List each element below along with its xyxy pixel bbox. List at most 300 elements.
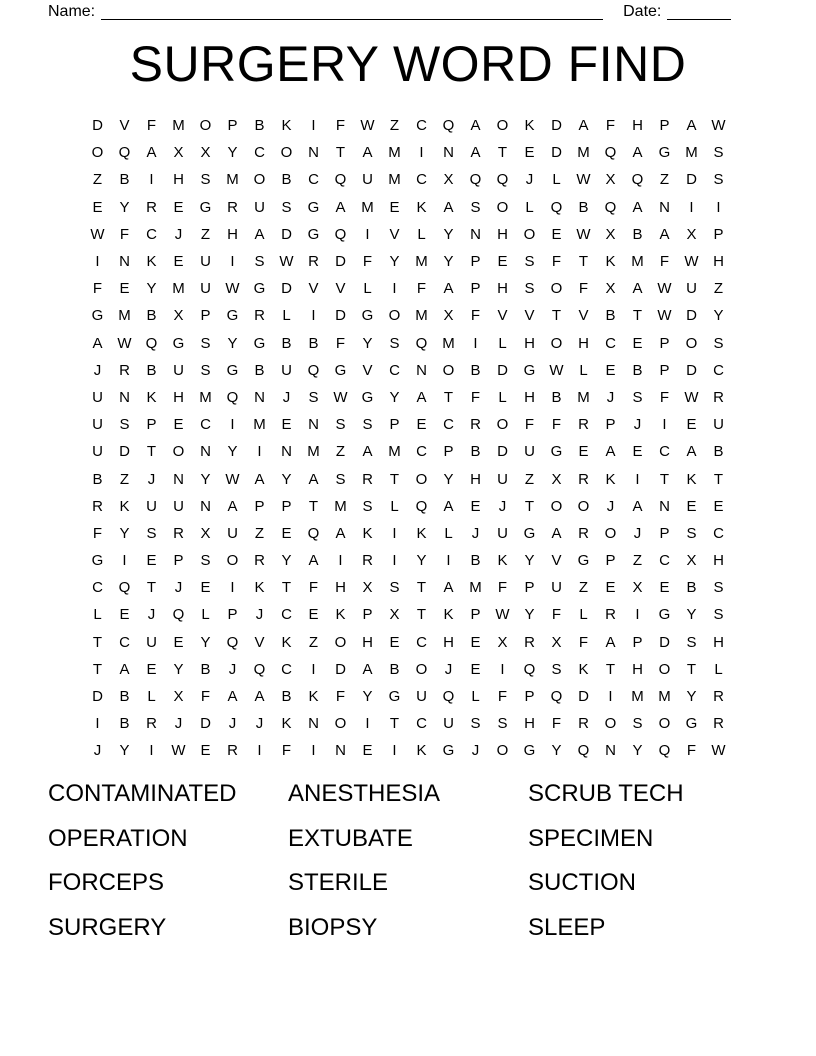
- grid-letter[interactable]: Q: [226, 633, 239, 651]
- grid-letter[interactable]: Y: [200, 633, 211, 651]
- grid-letter[interactable]: C: [659, 552, 670, 570]
- grid-letter[interactable]: R: [173, 524, 184, 542]
- grid-letter[interactable]: E: [686, 497, 697, 515]
- grid-letter[interactable]: I: [365, 225, 370, 243]
- grid-letter[interactable]: A: [92, 334, 103, 352]
- grid-letter[interactable]: U: [713, 416, 724, 434]
- grid-letter[interactable]: Y: [119, 524, 130, 542]
- grid-letter[interactable]: M: [469, 579, 482, 597]
- grid-letter[interactable]: L: [147, 688, 156, 706]
- grid-letter[interactable]: F: [200, 688, 211, 706]
- grid-letter[interactable]: O: [253, 171, 266, 189]
- grid-letter[interactable]: O: [496, 416, 509, 434]
- grid-letter[interactable]: Q: [442, 688, 455, 706]
- grid-letter[interactable]: I: [500, 660, 505, 678]
- grid-letter[interactable]: G: [307, 198, 320, 216]
- grid-letter[interactable]: L: [417, 225, 426, 243]
- grid-letter[interactable]: T: [443, 388, 454, 406]
- grid-letter[interactable]: O: [496, 742, 509, 760]
- grid-letter[interactable]: Y: [227, 144, 238, 162]
- grid-letter[interactable]: J: [174, 579, 183, 597]
- grid-letter[interactable]: M: [199, 388, 212, 406]
- grid-letter[interactable]: R: [146, 715, 157, 733]
- grid-letter[interactable]: E: [632, 334, 643, 352]
- grid-letter[interactable]: O: [523, 225, 536, 243]
- grid-letter[interactable]: O: [442, 361, 455, 379]
- grid-letter[interactable]: L: [579, 361, 588, 379]
- grid-letter[interactable]: W: [684, 388, 699, 406]
- grid-letter[interactable]: W: [576, 171, 591, 189]
- grid-letter[interactable]: F: [92, 280, 103, 298]
- grid-letter[interactable]: J: [147, 606, 156, 624]
- grid-letter[interactable]: I: [95, 715, 100, 733]
- grid-letter[interactable]: U: [416, 688, 427, 706]
- grid-letter[interactable]: A: [605, 443, 616, 461]
- grid-letter[interactable]: L: [714, 660, 723, 678]
- grid-letter[interactable]: W: [117, 334, 132, 352]
- grid-letter[interactable]: S: [470, 198, 481, 216]
- grid-letter[interactable]: S: [119, 416, 130, 434]
- grid-letter[interactable]: J: [174, 225, 183, 243]
- grid-letter[interactable]: A: [362, 660, 373, 678]
- grid-letter[interactable]: U: [281, 361, 292, 379]
- grid-letter[interactable]: P: [470, 280, 481, 298]
- grid-letter[interactable]: G: [199, 198, 212, 216]
- grid-letter[interactable]: J: [471, 524, 480, 542]
- grid-letter[interactable]: N: [659, 497, 670, 515]
- grid-letter[interactable]: R: [524, 633, 535, 651]
- grid-letter[interactable]: G: [361, 388, 374, 406]
- grid-letter[interactable]: G: [523, 361, 536, 379]
- grid-letter[interactable]: G: [172, 334, 185, 352]
- grid-letter[interactable]: U: [92, 443, 103, 461]
- grid-letter[interactable]: G: [658, 144, 671, 162]
- grid-letter[interactable]: T: [389, 470, 400, 488]
- grid-letter[interactable]: P: [146, 416, 157, 434]
- grid-letter[interactable]: A: [254, 688, 265, 706]
- grid-letter[interactable]: N: [443, 144, 454, 162]
- grid-letter[interactable]: C: [200, 416, 211, 434]
- grid-letter[interactable]: X: [605, 225, 616, 243]
- grid-letter[interactable]: Y: [524, 606, 535, 624]
- grid-letter[interactable]: G: [226, 307, 239, 325]
- grid-letter[interactable]: B: [470, 552, 481, 570]
- grid-letter[interactable]: R: [308, 253, 319, 271]
- grid-letter[interactable]: S: [254, 253, 265, 271]
- grid-letter[interactable]: F: [497, 579, 508, 597]
- grid-letter[interactable]: M: [631, 688, 644, 706]
- grid-letter[interactable]: J: [147, 470, 156, 488]
- grid-letter[interactable]: Y: [227, 443, 238, 461]
- grid-letter[interactable]: Q: [631, 171, 644, 189]
- grid-letter[interactable]: P: [659, 524, 670, 542]
- grid-letter[interactable]: I: [230, 416, 235, 434]
- grid-letter[interactable]: A: [362, 144, 373, 162]
- grid-letter[interactable]: Y: [281, 470, 292, 488]
- grid-letter[interactable]: I: [473, 334, 478, 352]
- grid-letter[interactable]: E: [686, 416, 697, 434]
- grid-letter[interactable]: K: [146, 388, 157, 406]
- grid-letter[interactable]: D: [686, 307, 697, 325]
- grid-letter[interactable]: O: [415, 660, 428, 678]
- grid-letter[interactable]: K: [416, 524, 427, 542]
- grid-letter[interactable]: X: [686, 225, 697, 243]
- grid-letter[interactable]: R: [578, 416, 589, 434]
- grid-letter[interactable]: K: [119, 497, 130, 515]
- grid-letter[interactable]: U: [92, 416, 103, 434]
- grid-letter[interactable]: G: [658, 606, 671, 624]
- grid-letter[interactable]: D: [659, 633, 670, 651]
- grid-letter[interactable]: F: [362, 253, 373, 271]
- grid-letter[interactable]: U: [686, 280, 697, 298]
- grid-letter[interactable]: W: [711, 117, 726, 135]
- grid-letter[interactable]: P: [173, 552, 184, 570]
- grid-letter[interactable]: S: [200, 552, 211, 570]
- grid-letter[interactable]: B: [308, 334, 319, 352]
- grid-letter[interactable]: N: [335, 742, 346, 760]
- grid-letter[interactable]: E: [470, 497, 481, 515]
- grid-letter[interactable]: E: [497, 253, 508, 271]
- grid-letter[interactable]: X: [632, 579, 643, 597]
- grid-letter[interactable]: W: [657, 280, 672, 298]
- grid-letter[interactable]: E: [146, 660, 157, 678]
- grid-letter[interactable]: B: [713, 443, 724, 461]
- grid-letter[interactable]: Y: [227, 334, 238, 352]
- grid-letter[interactable]: G: [523, 742, 536, 760]
- grid-letter[interactable]: O: [91, 144, 104, 162]
- grid-letter[interactable]: V: [119, 117, 130, 135]
- grid-letter[interactable]: E: [713, 497, 724, 515]
- grid-letter[interactable]: I: [392, 742, 397, 760]
- grid-letter[interactable]: V: [254, 633, 265, 651]
- grid-letter[interactable]: T: [416, 579, 427, 597]
- grid-letter[interactable]: L: [390, 497, 399, 515]
- grid-letter[interactable]: K: [308, 688, 319, 706]
- grid-letter[interactable]: F: [551, 416, 562, 434]
- grid-letter[interactable]: F: [281, 742, 292, 760]
- grid-letter[interactable]: B: [686, 579, 697, 597]
- grid-letter[interactable]: W: [360, 117, 375, 135]
- grid-letter[interactable]: K: [335, 606, 346, 624]
- grid-letter[interactable]: K: [362, 524, 373, 542]
- grid-letter[interactable]: J: [633, 524, 642, 542]
- grid-letter[interactable]: U: [524, 443, 535, 461]
- grid-letter[interactable]: T: [308, 497, 319, 515]
- grid-letter[interactable]: L: [471, 688, 480, 706]
- grid-letter[interactable]: P: [632, 633, 643, 651]
- grid-letter[interactable]: I: [230, 253, 235, 271]
- grid-letter[interactable]: L: [444, 524, 453, 542]
- grid-letter[interactable]: S: [632, 388, 643, 406]
- grid-letter[interactable]: S: [686, 524, 697, 542]
- grid-letter[interactable]: Q: [172, 606, 185, 624]
- grid-letter[interactable]: I: [311, 117, 316, 135]
- grid-letter[interactable]: I: [311, 660, 316, 678]
- grid-letter[interactable]: S: [632, 715, 643, 733]
- grid-letter[interactable]: R: [713, 388, 724, 406]
- grid-letter[interactable]: E: [470, 633, 481, 651]
- grid-letter[interactable]: J: [228, 660, 237, 678]
- grid-letter[interactable]: B: [119, 688, 130, 706]
- grid-letter[interactable]: S: [524, 253, 535, 271]
- grid-letter[interactable]: W: [171, 742, 186, 760]
- grid-letter[interactable]: Y: [119, 742, 130, 760]
- grid-letter[interactable]: E: [146, 552, 157, 570]
- grid-letter[interactable]: E: [173, 416, 184, 434]
- grid-letter[interactable]: E: [362, 742, 373, 760]
- grid-letter[interactable]: U: [551, 579, 562, 597]
- grid-letter[interactable]: J: [93, 361, 102, 379]
- grid-letter[interactable]: S: [389, 579, 400, 597]
- grid-letter[interactable]: A: [578, 117, 589, 135]
- grid-letter[interactable]: V: [308, 280, 319, 298]
- grid-letter[interactable]: I: [149, 171, 154, 189]
- grid-letter[interactable]: S: [389, 334, 400, 352]
- grid-letter[interactable]: R: [713, 715, 724, 733]
- grid-letter[interactable]: A: [119, 660, 130, 678]
- grid-letter[interactable]: M: [388, 144, 401, 162]
- grid-letter[interactable]: E: [470, 660, 481, 678]
- grid-letter[interactable]: Y: [443, 225, 454, 243]
- grid-letter[interactable]: E: [389, 633, 400, 651]
- grid-letter[interactable]: C: [254, 144, 265, 162]
- grid-letter[interactable]: O: [388, 307, 401, 325]
- grid-letter[interactable]: F: [92, 524, 103, 542]
- grid-letter[interactable]: A: [686, 117, 697, 135]
- grid-letter[interactable]: A: [443, 579, 454, 597]
- grid-letter[interactable]: T: [335, 144, 346, 162]
- grid-letter[interactable]: J: [255, 715, 264, 733]
- grid-letter[interactable]: B: [605, 307, 616, 325]
- grid-letter[interactable]: F: [416, 280, 427, 298]
- grid-letter[interactable]: K: [281, 633, 292, 651]
- grid-letter[interactable]: X: [443, 307, 454, 325]
- grid-letter[interactable]: J: [498, 497, 507, 515]
- grid-letter[interactable]: Q: [307, 361, 320, 379]
- grid-letter[interactable]: Y: [686, 688, 697, 706]
- grid-letter[interactable]: M: [226, 171, 239, 189]
- grid-letter[interactable]: P: [227, 117, 238, 135]
- grid-letter[interactable]: F: [146, 117, 157, 135]
- grid-letter[interactable]: A: [254, 470, 265, 488]
- grid-letter[interactable]: U: [92, 388, 103, 406]
- grid-letter[interactable]: K: [416, 742, 427, 760]
- grid-letter[interactable]: H: [497, 225, 508, 243]
- grid-letter[interactable]: L: [201, 606, 210, 624]
- grid-letter[interactable]: Y: [632, 742, 643, 760]
- grid-letter[interactable]: U: [362, 171, 373, 189]
- grid-letter[interactable]: X: [605, 171, 616, 189]
- grid-letter[interactable]: A: [470, 117, 481, 135]
- grid-letter[interactable]: H: [443, 633, 454, 651]
- grid-letter[interactable]: P: [254, 497, 265, 515]
- grid-letter[interactable]: I: [338, 552, 343, 570]
- grid-letter[interactable]: Z: [713, 280, 724, 298]
- grid-letter[interactable]: H: [173, 388, 184, 406]
- grid-letter[interactable]: K: [524, 117, 535, 135]
- grid-letter[interactable]: H: [173, 171, 184, 189]
- grid-letter[interactable]: L: [363, 280, 372, 298]
- grid-letter[interactable]: Y: [551, 742, 562, 760]
- grid-letter[interactable]: Q: [469, 171, 482, 189]
- grid-letter[interactable]: I: [257, 443, 262, 461]
- grid-letter[interactable]: M: [253, 416, 266, 434]
- grid-letter[interactable]: N: [119, 253, 130, 271]
- grid-letter[interactable]: F: [308, 579, 319, 597]
- grid-letter[interactable]: Y: [173, 660, 184, 678]
- grid-letter[interactable]: P: [389, 416, 400, 434]
- grid-letter[interactable]: S: [362, 416, 373, 434]
- grid-letter[interactable]: C: [713, 361, 724, 379]
- grid-letter[interactable]: Q: [118, 144, 131, 162]
- grid-letter[interactable]: H: [470, 470, 481, 488]
- grid-letter[interactable]: A: [254, 225, 265, 243]
- grid-letter[interactable]: O: [280, 144, 293, 162]
- grid-letter[interactable]: F: [578, 280, 589, 298]
- grid-letter[interactable]: R: [713, 688, 724, 706]
- grid-letter[interactable]: K: [281, 715, 292, 733]
- grid-letter[interactable]: O: [658, 660, 671, 678]
- grid-letter[interactable]: F: [578, 633, 589, 651]
- grid-letter[interactable]: P: [524, 688, 535, 706]
- name-blank-line[interactable]: [101, 5, 603, 20]
- grid-letter[interactable]: W: [495, 606, 510, 624]
- grid-letter[interactable]: E: [308, 606, 319, 624]
- grid-letter[interactable]: E: [119, 606, 130, 624]
- grid-letter[interactable]: R: [605, 606, 616, 624]
- grid-letter[interactable]: Y: [281, 552, 292, 570]
- grid-letter[interactable]: V: [335, 280, 346, 298]
- grid-letter[interactable]: A: [632, 144, 643, 162]
- grid-letter[interactable]: C: [308, 171, 319, 189]
- grid-letter[interactable]: C: [416, 633, 427, 651]
- grid-letter[interactable]: C: [281, 660, 292, 678]
- grid-letter[interactable]: A: [335, 198, 346, 216]
- grid-letter[interactable]: Z: [578, 579, 589, 597]
- grid-letter[interactable]: U: [146, 633, 157, 651]
- grid-letter[interactable]: Z: [200, 225, 211, 243]
- grid-letter[interactable]: G: [361, 307, 374, 325]
- grid-letter[interactable]: P: [713, 225, 724, 243]
- grid-letter[interactable]: A: [605, 633, 616, 651]
- grid-letter[interactable]: R: [146, 198, 157, 216]
- grid-letter[interactable]: G: [523, 524, 536, 542]
- grid-letter[interactable]: K: [146, 253, 157, 271]
- grid-letter[interactable]: Y: [389, 388, 400, 406]
- grid-letter[interactable]: K: [281, 117, 292, 135]
- grid-letter[interactable]: A: [443, 198, 454, 216]
- grid-letter[interactable]: H: [335, 579, 346, 597]
- grid-letter[interactable]: Y: [443, 470, 454, 488]
- grid-letter[interactable]: I: [311, 742, 316, 760]
- grid-letter[interactable]: N: [659, 198, 670, 216]
- grid-letter[interactable]: C: [713, 524, 724, 542]
- grid-letter[interactable]: X: [686, 552, 697, 570]
- grid-letter[interactable]: B: [281, 334, 292, 352]
- grid-letter[interactable]: B: [119, 715, 130, 733]
- grid-letter[interactable]: I: [392, 280, 397, 298]
- grid-letter[interactable]: N: [281, 443, 292, 461]
- grid-letter[interactable]: T: [578, 253, 589, 271]
- grid-letter[interactable]: R: [227, 198, 238, 216]
- grid-letter[interactable]: H: [524, 388, 535, 406]
- grid-letter[interactable]: E: [200, 579, 211, 597]
- grid-letter[interactable]: H: [713, 552, 724, 570]
- grid-letter[interactable]: K: [497, 552, 508, 570]
- grid-letter[interactable]: I: [689, 198, 694, 216]
- grid-letter[interactable]: E: [200, 742, 211, 760]
- grid-letter[interactable]: M: [577, 388, 590, 406]
- grid-letter[interactable]: Q: [577, 742, 590, 760]
- grid-letter[interactable]: J: [606, 388, 615, 406]
- grid-letter[interactable]: S: [362, 497, 373, 515]
- grid-letter[interactable]: R: [362, 470, 373, 488]
- grid-letter[interactable]: I: [446, 552, 451, 570]
- grid-letter[interactable]: K: [578, 660, 589, 678]
- grid-letter[interactable]: I: [230, 579, 235, 597]
- grid-letter[interactable]: G: [685, 715, 698, 733]
- grid-letter[interactable]: D: [200, 715, 211, 733]
- grid-letter[interactable]: P: [227, 606, 238, 624]
- grid-letter[interactable]: J: [93, 742, 102, 760]
- grid-letter[interactable]: O: [496, 198, 509, 216]
- grid-letter[interactable]: H: [227, 225, 238, 243]
- grid-letter[interactable]: B: [470, 361, 481, 379]
- grid-letter[interactable]: T: [686, 660, 697, 678]
- grid-letter[interactable]: E: [524, 144, 535, 162]
- grid-letter[interactable]: U: [227, 524, 238, 542]
- grid-letter[interactable]: Q: [253, 660, 266, 678]
- grid-letter[interactable]: A: [686, 443, 697, 461]
- grid-letter[interactable]: M: [334, 497, 347, 515]
- grid-letter[interactable]: B: [146, 361, 157, 379]
- grid-letter[interactable]: P: [659, 334, 670, 352]
- grid-letter[interactable]: T: [497, 144, 508, 162]
- grid-letter[interactable]: S: [713, 144, 724, 162]
- grid-letter[interactable]: F: [119, 225, 130, 243]
- grid-letter[interactable]: Z: [254, 524, 265, 542]
- grid-letter[interactable]: A: [551, 524, 562, 542]
- grid-letter[interactable]: O: [172, 443, 185, 461]
- grid-letter[interactable]: I: [662, 416, 667, 434]
- grid-letter[interactable]: J: [525, 171, 534, 189]
- grid-letter[interactable]: Y: [524, 552, 535, 570]
- grid-letter[interactable]: J: [174, 715, 183, 733]
- grid-letter[interactable]: T: [146, 579, 157, 597]
- grid-letter[interactable]: Z: [659, 171, 670, 189]
- grid-letter[interactable]: A: [308, 470, 319, 488]
- grid-letter[interactable]: E: [659, 579, 670, 597]
- grid-letter[interactable]: O: [658, 715, 671, 733]
- grid-letter[interactable]: O: [550, 334, 563, 352]
- grid-letter[interactable]: K: [605, 253, 616, 271]
- grid-letter[interactable]: J: [255, 606, 264, 624]
- grid-letter[interactable]: V: [497, 307, 508, 325]
- grid-letter[interactable]: O: [415, 470, 428, 488]
- grid-letter[interactable]: H: [497, 280, 508, 298]
- grid-letter[interactable]: E: [173, 253, 184, 271]
- grid-letter[interactable]: C: [119, 633, 130, 651]
- grid-letter[interactable]: M: [172, 280, 185, 298]
- grid-letter[interactable]: Y: [119, 198, 130, 216]
- grid-letter[interactable]: D: [335, 307, 346, 325]
- grid-letter[interactable]: P: [362, 606, 373, 624]
- grid-letter[interactable]: Y: [713, 307, 724, 325]
- grid-letter[interactable]: S: [713, 171, 724, 189]
- grid-letter[interactable]: H: [713, 253, 724, 271]
- grid-letter[interactable]: Q: [334, 225, 347, 243]
- grid-letter[interactable]: P: [605, 552, 616, 570]
